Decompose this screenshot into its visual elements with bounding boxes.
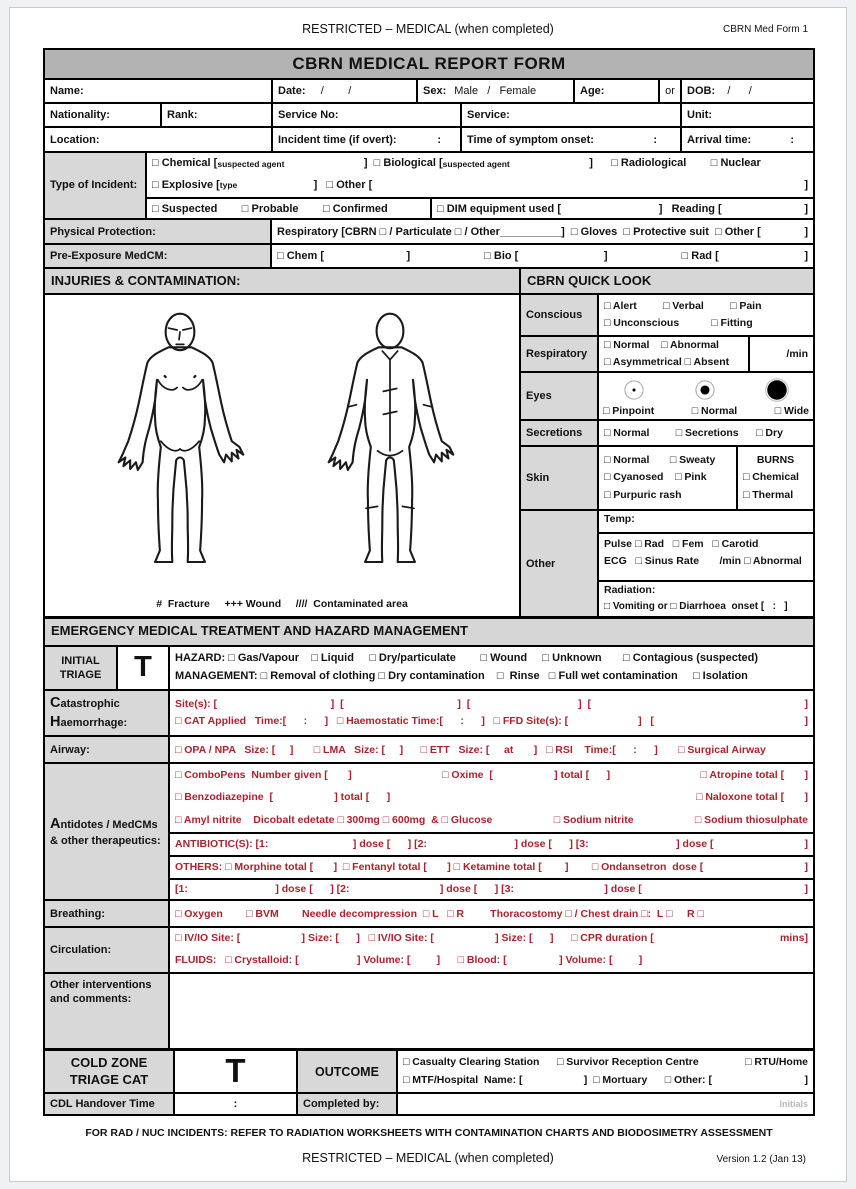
middle-panels: [45, 267, 813, 616]
pinpoint-checkbox[interactable]: □ Pinpoint: [603, 405, 655, 417]
physical-protection-content[interactable]: Respiratory [CBRN □ / Particulate □ / Other__________] □ Gloves □ Protective suit □ Other [ ]: [270, 220, 813, 243]
eyes-label: Eyes: [521, 373, 597, 419]
age-label: Age:: [580, 85, 605, 97]
dob-field[interactable]: [680, 80, 813, 102]
incident-types-line-1[interactable]: □ Chemical [ suspected agent ] □ Biological [ suspected agent ] □ Radiological □ Nuclear: [147, 153, 813, 175]
circulation-label: Circulation:: [45, 928, 168, 972]
circulation-content[interactable]: □ IV/IO Site: [ ] Size: [ ] □ IV/IO Site: [ ] Size: [ ] □ CPR duration [ mins] FLUIDS: □ Crystalloid: [ ] Volume: [ ] □ Blood: [ ] Volume: [ ]: [168, 928, 813, 972]
explosive-type-hint: type: [219, 180, 238, 191]
cold-zone-triage-category[interactable]: T: [173, 1051, 296, 1092]
respiratory-label: Respiratory: [521, 337, 597, 371]
antidotes-content: [168, 764, 813, 899]
breathing-content[interactable]: □ Oxygen □ BVM Needle decompression □ L □ R Thoracostomy □ / Chest drain □: L □ R □: [168, 901, 813, 926]
eyes-row: [521, 371, 813, 419]
bio-checkbox[interactable]: □ Bio [ ]: [484, 250, 608, 262]
name-label: Name:: [50, 85, 84, 97]
cdl-handover-label: CDL Handover Time: [45, 1094, 173, 1114]
respiratory-row: [521, 335, 813, 371]
outcome-label: OUTCOME: [296, 1051, 396, 1092]
form-sheet: [9, 7, 847, 1182]
service-no-label: Service No:: [278, 109, 339, 121]
cbrn-medical-report-form: [43, 48, 815, 1116]
burns-chemical-checkbox[interactable]: □ Chemical: [743, 471, 799, 484]
respiratory-options[interactable]: □ Normal □ Abnormal □ Asymmetrical □ Absent: [597, 337, 748, 371]
other-incident-checkbox[interactable]: □ Other [: [326, 179, 373, 192]
injuries-header: INJURIES & CONTAMINATION:: [45, 269, 519, 295]
dob-label: DOB:: [687, 85, 716, 97]
other-interventions-label: Other interventions and comments:: [45, 974, 168, 1048]
ecg-label: ECG: [604, 555, 636, 568]
pinpoint-pupil-icon: [620, 376, 648, 404]
completed-by-label: Completed by:: [296, 1094, 396, 1114]
skin-label: Skin: [521, 447, 597, 509]
date-label: Date:: [278, 85, 306, 97]
pulse-label: Pulse: [604, 538, 635, 550]
sodium-nitrite-checkbox[interactable]: □ Sodium nitrite: [553, 814, 634, 827]
atropine-checkbox[interactable]: □ Atropine total [ ]: [700, 768, 808, 781]
unit-label: Unit:: [687, 109, 713, 121]
symptom-onset-field[interactable]: [460, 128, 680, 151]
name-field[interactable]: [45, 80, 271, 102]
other-drugs-field[interactable]: OTHERS: □ Morphine total [ ] □ Fentanyl total [ ] □ Ketamine total [ ] □ Ondansetron dose [ ]: [170, 855, 813, 878]
biological-checkbox[interactable]: □ Biological [: [373, 157, 443, 170]
incident-status-row: [147, 197, 813, 218]
antidotes-main[interactable]: [170, 764, 813, 832]
location-field[interactable]: [45, 128, 271, 151]
chemical-agent-hint: suspected agent: [217, 158, 285, 169]
patient-row-3: [45, 126, 813, 151]
top-header: [10, 22, 846, 40]
form-title: CBRN MEDICAL REPORT FORM: [45, 50, 813, 78]
body-diagrams[interactable]: [45, 295, 519, 594]
respiratory-rate-field[interactable]: /min: [748, 337, 813, 371]
rank-field[interactable]: [160, 104, 271, 126]
dob-value: / /: [715, 85, 752, 97]
pre-exposure-medcm-content[interactable]: [270, 245, 813, 267]
cold-zone-triage-label: COLD ZONE TRIAGE CAT: [45, 1051, 173, 1092]
incident-time-label: Incident time (if overt):: [278, 133, 397, 146]
initial-triage-row: [45, 645, 813, 689]
service-label: Service:: [467, 109, 510, 121]
body-diagram-legend: # Fracture +++ Wound //// Contaminated area: [156, 598, 408, 610]
service-field[interactable]: [460, 104, 680, 126]
arrival-time-colon: :: [790, 133, 794, 146]
bottom-classification: RESTRICTED – MEDICAL (when completed): [302, 1151, 554, 1165]
secretions-row: [521, 419, 813, 445]
antidotes-row: [45, 762, 813, 899]
airway-label: Airway:: [45, 737, 168, 762]
chem-checkbox[interactable]: □ Chem [ ]: [277, 250, 411, 262]
chemical-checkbox[interactable]: □ Chemical [: [152, 157, 218, 170]
or-label: or: [658, 80, 680, 102]
burns-title: BURNS: [756, 454, 795, 467]
catastrophic-haemorrhage-label: Catastrophic Haemorrhage:: [45, 691, 168, 735]
rank-label: Rank:: [167, 109, 198, 121]
wide-pupil-checkbox[interactable]: □ Wide: [774, 405, 809, 417]
antibiotics-field[interactable]: ANTIBIOTIC(S): [1: ] dose [ ] [2: ] dose [ ] [3: ] dose [ ]: [170, 832, 813, 855]
breathing-row: [45, 899, 813, 926]
emergency-header-row: [45, 616, 813, 645]
conscious-label: Conscious: [521, 295, 597, 335]
quick-look-header: CBRN QUICK LOOK: [521, 269, 813, 295]
nationality-field[interactable]: [45, 104, 160, 126]
dim-equipment[interactable]: □ DIM equipment used [ ] Reading [ ]: [430, 199, 813, 218]
other-row: [521, 509, 813, 616]
patient-row-1: [45, 78, 813, 102]
sodium-thiosulphate-checkbox[interactable]: □ Sodium thiosulphate: [694, 814, 808, 827]
benzodiazepine-checkbox[interactable]: □ Benzodiazepine [ ] total [ ]: [175, 791, 391, 804]
eyes-options[interactable]: [597, 373, 813, 419]
arrival-time-label: Arrival time:: [687, 133, 752, 146]
outcome-options[interactable]: □ Casualty Clearing Station □ Survivor Reception Centre □ RTU/Home □ MTF/Hospital Name: [ ] □ Mortuary □ Other: [ ]: [396, 1051, 813, 1092]
hazard-label: HAZARD:: [175, 652, 229, 665]
cold-zone-row: [45, 1048, 813, 1092]
symptom-onset-label: Time of symptom onset:: [467, 133, 594, 146]
explosive-checkbox[interactable]: □ Explosive [: [152, 179, 220, 192]
radiation-field[interactable]: [599, 580, 813, 616]
date-field[interactable]: [271, 80, 416, 102]
sex-label: Sex:: [423, 85, 447, 97]
pre-exposure-medcm-row: [45, 243, 813, 267]
antidotes-label: Antidotes / MedCMs & other therapeutics:: [45, 764, 168, 899]
location-label: Location:: [50, 133, 100, 146]
nuclear-checkbox[interactable]: □ Nuclear: [710, 157, 761, 170]
patient-row-2: [45, 102, 813, 126]
circulation-row: [45, 926, 813, 972]
service-no-field[interactable]: [271, 104, 460, 126]
other-interventions-row: [45, 972, 813, 1048]
oxime-checkbox[interactable]: □ Oxime [ ] total [ ]: [442, 768, 611, 781]
naloxone-checkbox[interactable]: □ Naloxone total [ ]: [696, 791, 808, 804]
airway-row: [45, 735, 813, 762]
front-body-figure[interactable]: [104, 307, 256, 585]
management-label: MANAGEMENT:: [175, 670, 261, 682]
incident-types-line-2[interactable]: □ Explosive [type ] □ Other [ ]: [152, 179, 808, 192]
haemorrhage-content[interactable]: Site(s): [ ] [ ] [ ] [ ] □ CAT Applied Time:[ : ] □ Haemostatic Time:[ : ] □ FFD Site(s): [ ] [ ]: [168, 691, 813, 735]
sex-value: Male / Female: [454, 85, 537, 97]
breathing-label: Breathing:: [45, 901, 168, 926]
other-content: [597, 511, 813, 616]
wide-pupil-icon: [762, 375, 792, 405]
normal-pupil-checkbox[interactable]: □ Normal: [691, 405, 738, 417]
conscious-row: [521, 295, 813, 335]
secretions-label: Secretions: [521, 421, 597, 445]
arrival-time-field[interactable]: [680, 128, 813, 151]
catastrophic-haemorrhage-row: [45, 689, 813, 735]
radiation-title: Radiation:: [604, 584, 656, 597]
airway-content[interactable]: □ OPA / NPA Size: [ ] □ LMA Size: [ ] □ ETT Size: [ at ] □ RSI Time:[ : ] □ Surgical Airway: [168, 737, 813, 762]
conscious-options[interactable]: □ Alert □ Verbal □ Pain □ Unconscious □ Fitting: [597, 295, 813, 335]
physical-protection-label: Physical Protection:: [45, 220, 270, 243]
version-label: Version 1.2 (Jan 13): [716, 1154, 806, 1165]
date-value: / /: [305, 85, 352, 97]
fluids-field[interactable]: FLUIDS: □ Crystalloid: [ ] Volume: [ ] □ Blood: [ ] Volume: [ ]: [175, 954, 643, 967]
radiological-checkbox[interactable]: □ Radiological: [611, 157, 711, 170]
burns-options[interactable]: [736, 447, 813, 509]
triage-hazard-management[interactable]: [168, 647, 813, 689]
cdl-handover-time-field[interactable]: :: [173, 1094, 296, 1114]
pre-exposure-medcm-label: Pre-Exposure MedCM:: [45, 245, 270, 267]
initial-triage-category[interactable]: T: [116, 647, 168, 689]
incident-time-colon: :: [437, 133, 441, 146]
initial-triage-label: INITIAL TRIAGE: [45, 647, 116, 689]
secretions-options[interactable]: □ Normal □ Secretions □ Dry: [597, 421, 813, 445]
initials-hint: Initials: [779, 1099, 808, 1109]
incident-time-field[interactable]: [271, 128, 460, 151]
pupil-icons: [599, 375, 813, 405]
biological-agent-hint: suspected agent: [442, 158, 510, 169]
type-of-incident-section: [45, 151, 813, 218]
radiation-symptoms[interactable]: □ Vomiting or □ Diarrhoea onset [ : ]: [604, 601, 788, 613]
symptom-onset-colon: :: [653, 133, 657, 146]
incident-status[interactable]: □ Suspected □ Probable □ Confirmed: [152, 202, 388, 215]
rad-checkbox[interactable]: □ Rad [ ]: [681, 250, 808, 262]
temp-field[interactable]: Temp:: [604, 513, 635, 525]
type-of-incident-label: Type of Incident:: [45, 153, 145, 218]
burns-thermal-checkbox[interactable]: □ Thermal: [743, 488, 794, 501]
emergency-header: EMERGENCY MEDICAL TREATMENT AND HAZARD MANAGEMENT: [45, 619, 813, 645]
rad-nuc-note: FOR RAD / NUC INCIDENTS: REFER TO RADIATION WORKSHEETS WITH CONTAMINATION CHARTS AND BIODOSIMETRY ASSESSMENT: [85, 1127, 773, 1139]
combopens-checkbox[interactable]: □ ComboPens Number given [ ]: [175, 768, 352, 781]
age-field[interactable]: [573, 80, 658, 102]
cdl-handover-row: [45, 1092, 813, 1114]
rtu-home-checkbox[interactable]: □ RTU/Home: [745, 1056, 808, 1069]
skin-row: [521, 445, 813, 509]
nationality-label: Nationality:: [50, 109, 110, 121]
back-body-figure[interactable]: [320, 307, 460, 585]
skin-options[interactable]: □ Normal □ Sweaty □ Cyanosed □ Pink □ Purpuric rash: [597, 447, 736, 509]
other-label: Other: [521, 511, 597, 616]
extra-drugs-field[interactable]: [1: ] dose [ ] [2: ] dose [ ] [3: ] dose [ ]: [170, 878, 813, 899]
completed-by-field[interactable]: [396, 1094, 813, 1114]
sex-field[interactable]: [416, 80, 573, 102]
normal-pupil-icon: [691, 376, 719, 404]
physical-protection-row: [45, 218, 813, 243]
amyl-nitrite-checkbox[interactable]: □ Amyl nitrite Dicobalt edetate □ 300mg □ 600mg & □ Glucose: [175, 814, 493, 827]
injuries-panel: [45, 269, 519, 616]
type-of-incident-content: [145, 153, 813, 218]
unit-field[interactable]: [680, 104, 813, 126]
quick-look-panel: [519, 269, 813, 616]
pulse-ecg-field[interactable]: Pulse □ Rad □ Fem □ Carotid ECG □ Sinus Rate /min □ Abnormal: [599, 532, 813, 580]
hazard-options[interactable]: □ Gas/Vapour □ Liquid □ Dry/particulate □ Wound □ Unknown □ Contagious (suspected): [228, 652, 758, 665]
management-options[interactable]: □ Removal of clothing □ Dry contamination □ Rinse □ Full wet contamination □ Isolation: [260, 670, 748, 682]
form-id: CBRN Med Form 1: [722, 24, 808, 35]
top-classification: RESTRICTED – MEDICAL (when completed): [302, 22, 554, 36]
other-interventions-field[interactable]: [168, 974, 813, 1048]
